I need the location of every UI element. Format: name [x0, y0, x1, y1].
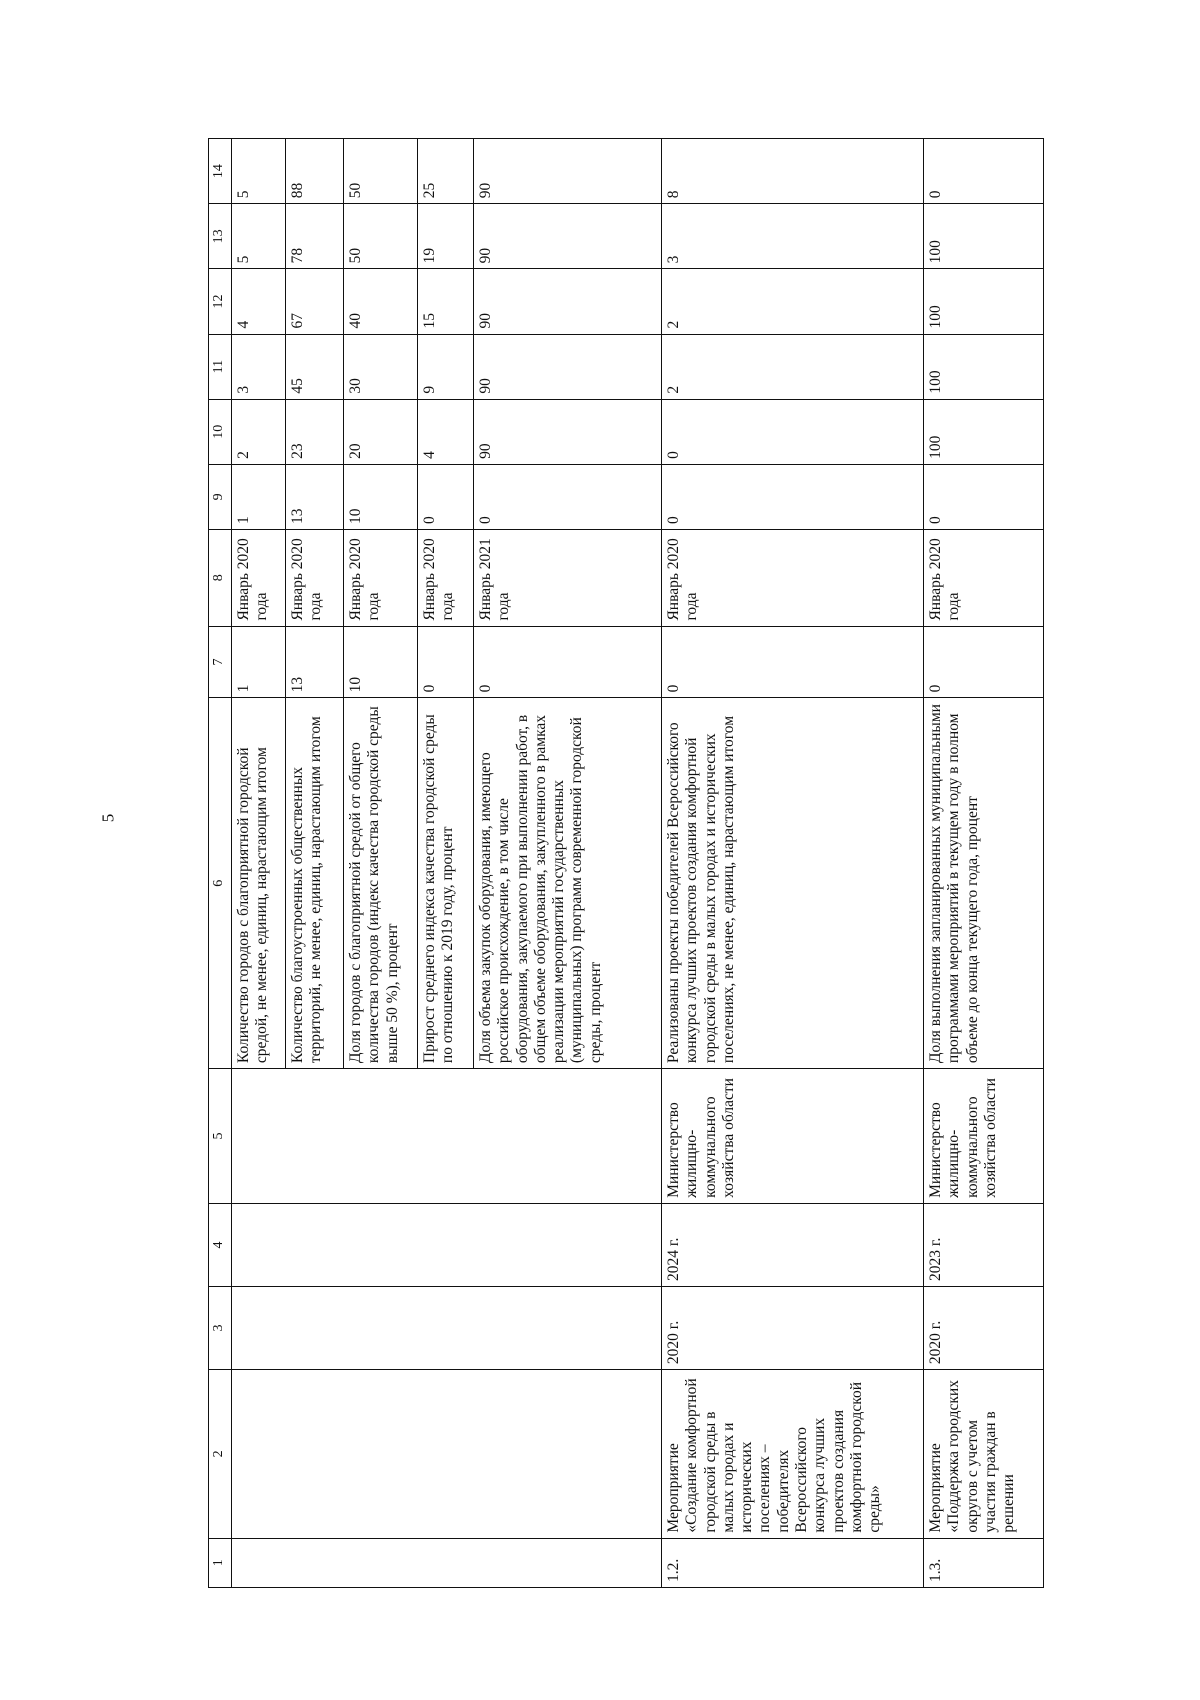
- indicator-text: Доля выполнения запланированных муниципальными программами мероприятий в текущем году в полном объеме до конца текущего года, процент: [924, 698, 1044, 1069]
- table-row-1-2: [662, 139, 924, 1588]
- base-value: 10: [344, 626, 418, 698]
- col-header: 5: [209, 1069, 232, 1204]
- indicator-text: Доля городов с благоприятной средой от общего количества городов (индекс качества городской среды выше 50 %), процент: [344, 698, 418, 1069]
- blank-cell: [232, 1203, 662, 1286]
- value-cell: 19: [418, 204, 474, 269]
- indicator-text: Доля объема закупок оборудования, имеющего российское происхождение, в том числе оборудования, закупаемого при выполнении работ, в общем объеме оборудования, закупленного в рамках реализации мероприятий государственных (муниципальных) программ современной городской среды, процент: [474, 698, 662, 1069]
- base-value: 0: [924, 626, 1044, 698]
- value-cell: 90: [474, 269, 662, 334]
- value-cell: 90: [474, 334, 662, 399]
- start-year: 2020 г.: [924, 1286, 1044, 1369]
- value-cell: 25: [418, 139, 474, 204]
- col-header: 1: [209, 1538, 232, 1587]
- col-header: 11: [209, 334, 232, 399]
- activity-name: Мероприятие «Создание комфортной городской среды в малых городах и исторических поселениях – победителях Всероссийского конкурса лучших проектов создания комфортной городской среды»: [662, 1370, 924, 1538]
- value-cell: 0: [662, 464, 924, 529]
- value-cell: 45: [286, 334, 344, 399]
- end-year: 2023 г.: [924, 1203, 1044, 1286]
- table-row: [232, 139, 286, 1588]
- value-cell: 20: [344, 399, 418, 464]
- base-date: Январь 2020 года: [344, 529, 418, 626]
- value-cell: 0: [662, 399, 924, 464]
- value-cell: 4: [418, 399, 474, 464]
- row-number: 1.3.: [924, 1538, 1044, 1587]
- col-header: 4: [209, 1203, 232, 1286]
- value-cell: 2: [662, 334, 924, 399]
- start-year: 2020 г.: [662, 1286, 924, 1369]
- value-cell: 100: [924, 204, 1044, 269]
- value-cell: 5: [232, 139, 286, 204]
- value-cell: 0: [924, 139, 1044, 204]
- column-numbers-row: [209, 139, 232, 1588]
- value-cell: 4: [232, 269, 286, 334]
- value-cell: 0: [924, 464, 1044, 529]
- blank-cell: [232, 1069, 662, 1204]
- value-cell: 90: [474, 399, 662, 464]
- indicator-text: Количество городов с благоприятной городской средой, не менее, единиц, нарастающим итогом: [232, 698, 286, 1069]
- value-cell: 78: [286, 204, 344, 269]
- value-cell: 100: [924, 399, 1044, 464]
- base-value: 0: [418, 626, 474, 698]
- table-row-1-3: [924, 139, 1044, 1588]
- value-cell: 50: [344, 139, 418, 204]
- indicator-text: Количество благоустроенных общественных территорий, не менее, единиц, нарастающим итогом: [286, 698, 344, 1069]
- base-date: Январь 2020 года: [232, 529, 286, 626]
- value-cell: 23: [286, 399, 344, 464]
- page-number: 5: [98, 813, 118, 823]
- blank-cell: [232, 1370, 662, 1538]
- col-header: 7: [209, 626, 232, 698]
- executor: Министерство жилищно-коммунального хозяйства области: [662, 1069, 924, 1204]
- value-cell: 88: [286, 139, 344, 204]
- indicator-text: Прирост среднего индекса качества городской среды по отношению к 2019 году, процент: [418, 698, 474, 1069]
- base-value: 0: [474, 626, 662, 698]
- value-cell: 2: [232, 399, 286, 464]
- base-date: Январь 2020 года: [418, 529, 474, 626]
- base-date: Январь 2020 года: [662, 529, 924, 626]
- value-cell: 0: [474, 464, 662, 529]
- indicator-table-wrapper: [208, 138, 1080, 1588]
- value-cell: 10: [344, 464, 418, 529]
- value-cell: 0: [418, 464, 474, 529]
- col-header: 14: [209, 139, 232, 204]
- base-date: Январь 2021 года: [474, 529, 662, 626]
- base-value: 13: [286, 626, 344, 698]
- activity-name: Мероприятие «Поддержка городских округов с учетом участия граждан в решении: [924, 1370, 1044, 1538]
- value-cell: 9: [418, 334, 474, 399]
- indicator-table: [208, 138, 1044, 1588]
- base-date: Январь 2020 года: [924, 529, 1044, 626]
- value-cell: 67: [286, 269, 344, 334]
- value-cell: 3: [662, 204, 924, 269]
- blank-cell: [232, 1538, 662, 1587]
- value-cell: 90: [474, 139, 662, 204]
- value-cell: 3: [232, 334, 286, 399]
- col-header: 13: [209, 204, 232, 269]
- row-number: 1.2.: [662, 1538, 924, 1587]
- blank-cell: [232, 1286, 662, 1369]
- value-cell: 15: [418, 269, 474, 334]
- value-cell: 90: [474, 204, 662, 269]
- value-cell: 50: [344, 204, 418, 269]
- value-cell: 100: [924, 269, 1044, 334]
- col-header: 9: [209, 464, 232, 529]
- base-date: Январь 2020 года: [286, 529, 344, 626]
- value-cell: 100: [924, 334, 1044, 399]
- col-header: 6: [209, 698, 232, 1069]
- value-cell: 13: [286, 464, 344, 529]
- value-cell: 8: [662, 139, 924, 204]
- value-cell: 1: [232, 464, 286, 529]
- indicator-text: Реализованы проекты победителей Всероссийского конкурса лучших проектов создания комфортной городской среды в малых городах и исторических поселениях, не менее, единиц, нарастающим итогом: [662, 698, 924, 1069]
- base-value: 0: [662, 626, 924, 698]
- value-cell: 5: [232, 204, 286, 269]
- col-header: 8: [209, 529, 232, 626]
- col-header: 12: [209, 269, 232, 334]
- col-header: 2: [209, 1370, 232, 1538]
- col-header: 3: [209, 1286, 232, 1369]
- base-value: 1: [232, 626, 286, 698]
- value-cell: 40: [344, 269, 418, 334]
- value-cell: 2: [662, 269, 924, 334]
- col-header: 10: [209, 399, 232, 464]
- end-year: 2024 г.: [662, 1203, 924, 1286]
- executor: Министерство жилищно-коммунального хозяйства области: [924, 1069, 1044, 1204]
- value-cell: 30: [344, 334, 418, 399]
